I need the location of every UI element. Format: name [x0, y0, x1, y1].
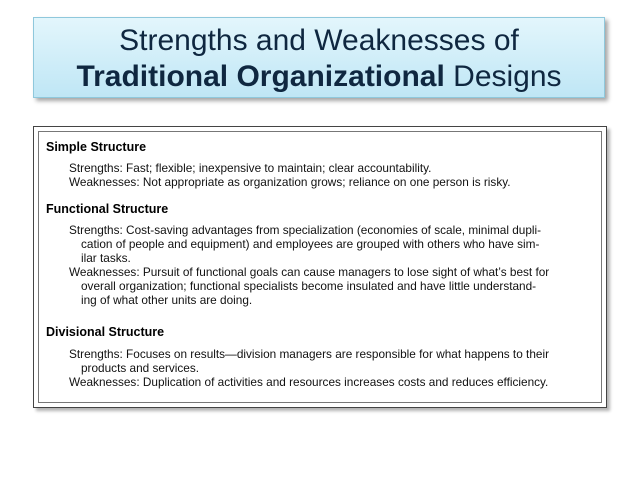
divisional-strengths-line-1: Strengths: Focuses on results—division managers are responsible for what happens to their — [69, 347, 549, 361]
slide-title-bold: Traditional Organizational — [76, 60, 445, 93]
simple-strengths: Strengths: Fast; flexible; inexpensive to maintain; clear accountability. — [69, 161, 432, 175]
divisional-weaknesses: Weaknesses: Duplication of activities and resources increases costs and reduces efficiency. — [69, 375, 549, 389]
section-heading-functional: Functional Structure — [46, 202, 169, 216]
structures-table-inner — [38, 131, 602, 403]
functional-weaknesses-line-3: ing of what other units are doing. — [81, 293, 253, 307]
structures-table — [33, 126, 607, 408]
section-heading-divisional: Divisional Structure — [46, 325, 165, 339]
simple-weaknesses: Weaknesses: Not appropriate as organization grows; reliance on one person is risky. — [69, 175, 511, 189]
functional-strengths-line-1: Strengths: Cost-saving advantages from specialization (economies of scale, minimal dupli- — [69, 223, 542, 237]
slide-title-box — [33, 17, 605, 98]
functional-weaknesses-line-1: Weaknesses: Pursuit of functional goals can cause managers to lose sight of what’s best for — [69, 265, 550, 279]
slide-title-rest: Designs — [444, 60, 562, 93]
slide-title-line-2 — [34, 60, 604, 94]
functional-strengths-line-3: ilar tasks. — [81, 251, 131, 265]
functional-strengths-line-2: cation of people and equipment) and employees are grouped with others who have sim- — [81, 237, 540, 251]
slide-title-line-1: Strengths and Weaknesses of — [119, 24, 519, 57]
divisional-strengths-line-2: products and services. — [81, 361, 200, 375]
section-heading-simple: Simple Structure — [46, 140, 147, 154]
functional-weaknesses-line-2: overall organization; functional specialists become insulated and have little understand- — [81, 279, 537, 293]
